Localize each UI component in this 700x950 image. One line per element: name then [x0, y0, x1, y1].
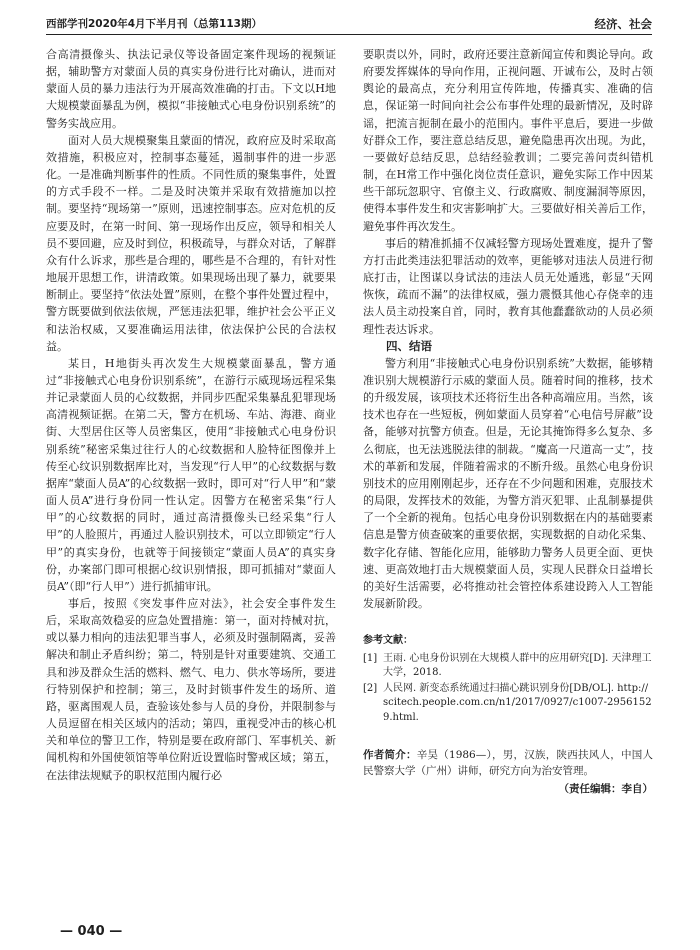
reference-item	[363, 652, 653, 681]
reference-number: [2]	[363, 682, 378, 694]
journal-title: 西部学刊2020年4月下半月刊（总第113期）	[46, 18, 262, 30]
paragraph: 某日，H地街头再次发生大规模蒙面暴乱，警方通过“非接触式心电身份识别系统”，在游行示威现场远程采集并记录蒙面人员的心纹数据，并同步匹配采集暴乱犯罪现场高清视频证据。在第二天，警方在机场、车站、海港、商业街、大型居住区等人员密集区，使用“非接触式心电身份识别系统”秘密采集过往行人的心纹数据和人脸特征图像并上传至心纹识别数据库比对，当发现“行人甲”的心纹数据与数据库“蒙面人员A”的心纹数据一致时，即可对“行人甲”和“蒙面人员A”进行身份同一性认定。因警方在秘密采集“行人甲”的心纹数据的同时，通过高清摄像头已经采集“行人甲”的人脸照片，再通过人脸识别技术，可以立即锁定“行人甲”的真实身份，也就等于间接锁定“蒙面人员A”的真实身份，办案部门即可根据心纹识别情报，即可抓捕对“蒙面人员A”（即“行人甲”）进行抓捕审讯。	[46, 356, 336, 593]
paragraph: 面对人员大规模聚集且蒙面的情况，政府应及时采取高效措施，积极应对，控制事态蔓延，遏制事件的进一步恶化。一是准确判断事件的性质。不同性质的聚集事件，处置的方式手段不一样。二是及时决策并采取有效措施加以控制。要坚持“现场第一”原则，迅速控制事态。应对危机的反应要及时，在第一时间、第一现场作出反应，领导和相关人员不要回避，应及时到位，积极疏导，与群众对话，了解群众有什么诉求，那些是合理的，哪些是不合理的，有针对性地展开思想工作，讲清政策。如果现场出现了暴力，就要果断制止。要坚持“依法处置”原则，在整个事件处置过程中，警方既要做到依法依规，严惩违法犯罪，维护社会公平正义和法治权威，又要准确运用法律，依法保护公民的合法权益。	[46, 133, 336, 353]
page-number: — 040 —	[60, 924, 123, 939]
paragraph: 事后，按照《突发事件应对法》，社会安全事件发生后，采取高效稳妥的应急处置措施：第一，面对持械对抗，或以暴力相向的违法犯罪当事人，必须及时强制隔离，妥善解决和制止矛盾纠纷；第二，特别是针对重要建筑、交通工具和涉及群众生活的燃料、燃气、电力、供水等场所，要进行特别保护和控制；第三，及时封锁事件发生的场所、道路，驱离围观人员，查验该处参与人员的身份，并限制参与人员逗留在相关区域内的活动；第四，重视受冲击的核心机关和单位的警卫工作，特别是要在政府部门、军事机关、新闻机构和外国使领馆等单位附近设置临时警戒区域；第五，在法律法规赋予的职权范围内履行必	[46, 597, 336, 782]
author-bio-text: 辛昊（1986—），男，汉族，陕西扶风人，中国人民警察大学（广州）讲师，研究方向为治安管理。	[363, 749, 653, 778]
reference-text: 人民网. 新变态系统通过扫描心跳识别身份[DB/OL]. http://scitech.people.com.cn/n1/2017/0927/c1007-29561529.html.	[383, 682, 652, 723]
running-header	[46, 14, 652, 36]
right-column	[363, 46, 653, 798]
author-bio-label: 作者简介：	[363, 749, 417, 762]
responsible-editor: （责任编辑：李自）	[558, 783, 653, 796]
paragraph: 警方利用“非接触式心电身份识别系统”大数据，能够精准识别大规模游行示威的蒙面人员。随着时间的推移，技术的升级发展，该项技术还将衍生出各种高端应用。当然，该技术也存在一些短板，例如蒙面人员穿着“心电信号屏蔽”设备，能够对抗警方侦查。但是，无论其掩饰得多么复杂、多么彻底，也无法逃脱法律的制裁。“魔高一尺道高一丈”，技术的革新和发展，伴随着需求的不断升级。虽然心电身份识别技术的应用刚刚起步，还存在不少问题和困难，克服技术的局限，发挥技术的效能，为警方消灭犯罪、止乱制暴提供了一个全新的视角。包括心电身份识别数据在内的基础要素信息是警方侦查破案的重要依据，实现数据的自动化采集、数字化存储、智能化应用，能够助力警务人员更全面、更快速、更高效地打击大规模蒙面人员，实现人民群众日益增长的美好生活需要，必将推动社会管控体系建设跨入人工智能发展新阶段。	[363, 356, 653, 610]
paragraph: 事后的精准抓捕不仅减轻警方现场处置难度，提升了警方打击此类违法犯罪活动的效率，更能够对违法人员进行彻底打击，让图谋以身试法的违法人员无处遁逃，彰显“天网恢恢，疏而不漏”的法律权威，强力震慑其他心存侥幸的违法人员主动投案自首，同时，教育其他蠢蠢欲动的人员必须理性表达诉求。	[363, 236, 653, 336]
author-bio	[363, 747, 653, 779]
section-title: 经济、社会	[594, 17, 652, 31]
paragraph: 合高清摄像头、执法记录仪等设备固定案件现场的视频证据，辅助警方对蒙面人员的真实身份进行比对确认，进而对蒙面人员的暴力违法行为开展高效准确的打击。下文以H地大规模蒙面暴乱为例，模拟“非接触式心电身份识别系统”的警务实战应用。	[46, 48, 336, 130]
reference-number: [1]	[363, 652, 378, 664]
reference-item	[363, 682, 653, 726]
header-rule	[46, 34, 652, 35]
references-title: 参考文献：	[363, 635, 413, 647]
references	[363, 634, 653, 725]
left-column	[46, 46, 336, 784]
reference-text: 王雨. 心电身份识别在大规模人群中的应用研究[D]. 天津理工大学，2018.	[383, 652, 652, 679]
section-heading: 四、结语	[386, 338, 432, 353]
paragraph: 要职责以外，同时，政府还要注意新闻宣传和舆论导向。政府要发挥媒体的导向作用，正视问题、开诚布公，及时占领舆论的最高点，充分利用宣传阵地，传播真实、准确的信息，保证第一时间向社会公布事件处理的最新情况，及时辟谣，把流言扼制在最小的范围内。事件平息后，要进一步做好群众工作，要注意总结反思，避免隐患再次出现。为此，一要做好总结反思，总结经验教训；二要完善问责纠错机制，在H常工作中强化岗位责任意识，避免实际工作中因某些干部玩忽职守、官僚主义、行政腐败、制度漏洞等原因，使得本事件发生和灾害影响扩大。三要做好相关善后工作，避免事件再次发生。	[363, 48, 653, 233]
